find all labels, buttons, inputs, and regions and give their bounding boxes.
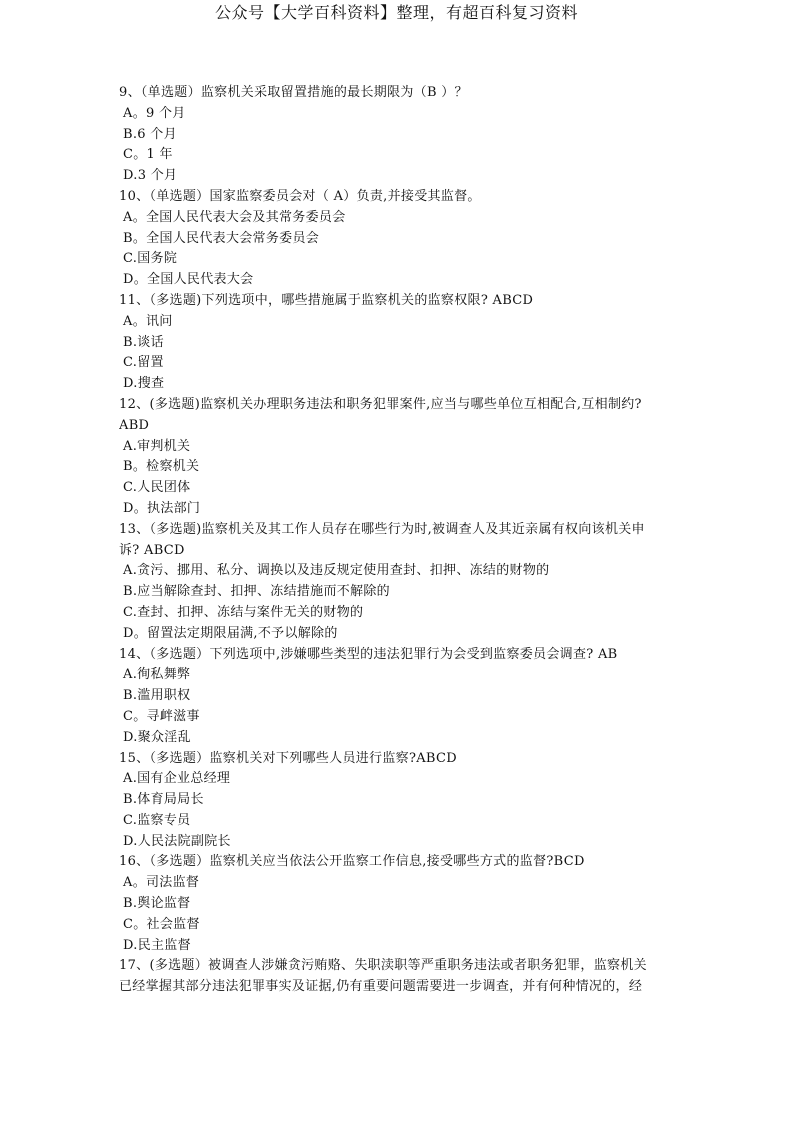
answer-option: C。1 年 [123, 147, 173, 163]
question-list [119, 83, 679, 998]
answer-option: D。留置法定期限届满,不予以解除的 [123, 625, 338, 641]
question-text-line: 13、（多选题)监察机关及其工作人员存在哪些行为时,被调查人及其近亲属有权向该机关申 [119, 521, 645, 537]
answer-option: C.查封、扣押、冻结与案件无关的财物的 [123, 604, 364, 620]
answer-option: B。全国人民代表大会常务委员会 [123, 230, 320, 246]
answer-option: A.审判机关 [123, 438, 191, 454]
answer-option: A.徇私舞弊 [123, 667, 191, 683]
answer-option: A。9 个月 [123, 105, 186, 121]
question-text-line: 诉? ABCD [119, 542, 185, 558]
answer-option: D。执法部门 [123, 500, 201, 516]
answer-option: B。检察机关 [123, 459, 200, 475]
answer-option: C.留置 [123, 355, 164, 371]
answer-option: A。司法监督 [123, 875, 200, 891]
answer-option: B.谈话 [123, 334, 164, 350]
question-text-line: 17、(多选题）被调查人涉嫌贪污贿赂、失职渎职等严重职务违法或者职务犯罪，监察机关 [119, 958, 647, 974]
answer-option: A。讯问 [123, 313, 173, 329]
answer-option: C.人民团体 [123, 480, 191, 496]
answer-option: C.国务院 [123, 251, 178, 267]
answer-option: C。社会监督 [123, 916, 200, 932]
answer-option: B.体育局局长 [123, 792, 204, 808]
answer-option: C。寻衅滋事 [123, 708, 200, 724]
answer-option: B.滥用职权 [123, 688, 191, 704]
answer-option: B.6 个月 [123, 126, 177, 142]
question-text-line: 14、（多选题）下列选项中,涉嫌哪些类型的违法犯罪行为会受到监察委员会调查? AB [119, 646, 618, 662]
answer-option: D.民主监督 [123, 937, 191, 953]
question-text-line: 已经掌握其部分违法犯罪事实及证据,仍有重要问题需要进一步调查，并有何种情况的，经 [119, 979, 643, 995]
question-text-line: 10、（单选题）国家监察委员会对（ A）负责,并接受其监督。 [119, 188, 481, 204]
answer-option: D.聚众淫乱 [123, 729, 191, 745]
question-text-line: 16、（多选题）监察机关应当依法公开监察工作信息,接受哪些方式的监督?BCD [119, 854, 585, 870]
answer-option: D.搜查 [123, 376, 165, 392]
answer-option: B.舆论监督 [123, 896, 191, 912]
answer-option: A。全国人民代表大会及其常务委员会 [123, 209, 346, 225]
answer-option: D.人民法院副院长 [123, 833, 231, 849]
question-text-line: 12、(多选题)监察机关办理职务违法和职务犯罪案件,应当与哪些单位互相配合,互相制约? [119, 396, 642, 412]
answer-option: D。全国人民代表大会 [123, 272, 254, 288]
question-text-line: 9、（单选题）监察机关采取留置措施的最长期限为（B ）？ [119, 85, 468, 100]
answer-option: A.贪污、挪用、私分、调换以及违反规定使用查封、扣押、冻结的财物的 [123, 563, 550, 579]
question-text-line: ABD [119, 417, 150, 433]
answer-option: A.国有企业总经理 [123, 771, 231, 787]
question-text-line: 15、（多选题）监察机关对下列哪些人员进行监察?ABCD [119, 750, 457, 766]
answer-option: D.3 个月 [123, 168, 178, 184]
answer-option: B.应当解除查封、扣押、冻结措施而不解除的 [123, 584, 390, 600]
question-text-line: 11、（多选题)下列选项中，哪些措施属于监察机关的监察权限? ABCD [119, 292, 534, 308]
answer-option: C.监察专员 [123, 812, 191, 828]
page-header: 公众号【大学百科资料】整理，有超百科复习资料 [214, 3, 578, 22]
